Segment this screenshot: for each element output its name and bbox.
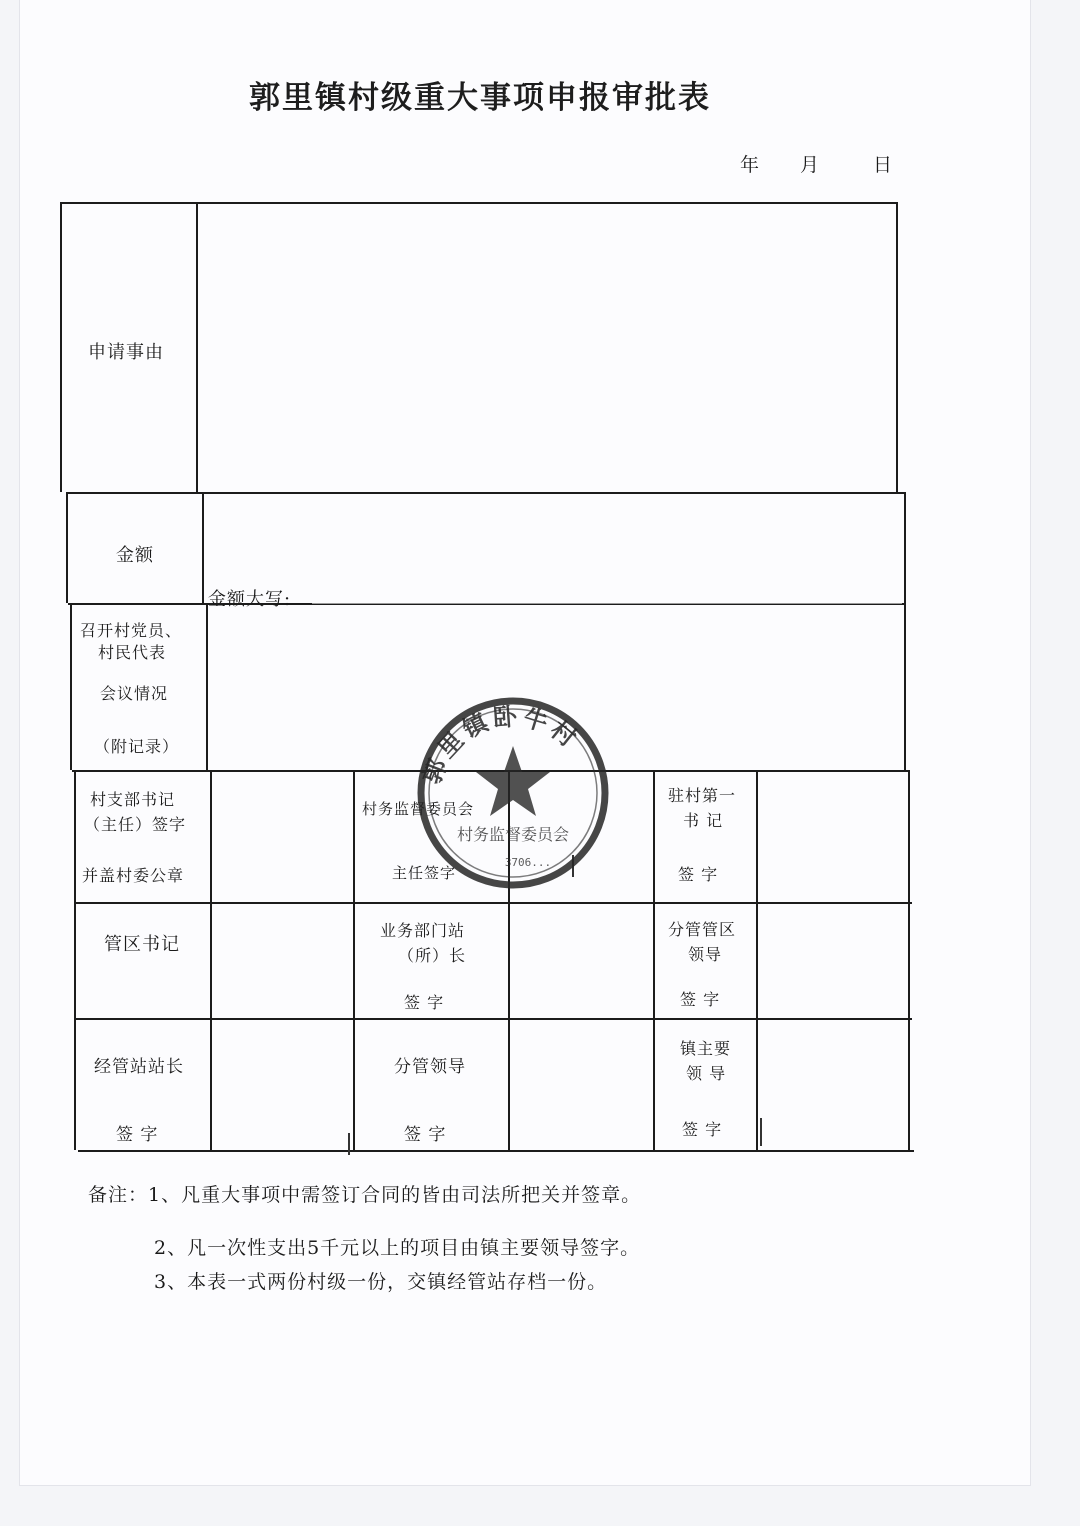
district-leader-3: 签 字 (680, 990, 721, 1009)
form-title: 郭里镇村级重大事项申报审批表 (249, 80, 711, 116)
reason-label: 申请事由 (88, 342, 164, 363)
meeting-label-4: （附记录） (94, 737, 180, 756)
town-leader-2: 领 导 (686, 1064, 727, 1083)
date-year: 年 (740, 154, 760, 176)
charge-leader-1: 分管领导 (394, 1057, 466, 1077)
note-1: 备注：1、凡重大事项中需签订合同的皆由司法所把关并签章。 (88, 1184, 642, 1206)
svg-text:村务监督委员会: 村务监督委员会 (456, 825, 570, 844)
town-leader-3: 签 字 (682, 1120, 723, 1139)
meeting-label-2: 村民代表 (98, 643, 167, 662)
supervision-1: 村务监督委员会 (362, 800, 475, 818)
town-leader-1: 镇主要 (680, 1039, 732, 1058)
station-chief-2: 签 字 (116, 1125, 159, 1145)
party-secretary-3: 并盖村委公章 (82, 866, 185, 885)
date-day: 日 (873, 154, 893, 176)
supervision-2: 主任签字 (392, 864, 457, 882)
amount-caps-label: 金额大写: (208, 589, 292, 610)
first-secretary-1: 驻村第一 (668, 786, 737, 805)
district-leader-1: 分管管区 (668, 920, 737, 939)
dept-head-3: 签 字 (404, 993, 445, 1012)
meeting-label-3: 会议情况 (100, 684, 169, 703)
first-secretary-3: 签 字 (678, 865, 719, 884)
district-secretary-label: 管区书记 (104, 934, 180, 955)
amount-label: 金额 (116, 545, 154, 566)
party-secretary-2: （主任）签字 (84, 815, 187, 834)
charge-leader-2: 签 字 (404, 1125, 447, 1145)
district-leader-2: 领导 (688, 945, 723, 964)
party-secretary-1: 村支部书记 (90, 790, 176, 809)
official-seal-icon (408, 688, 618, 898)
svg-text:郭里镇卧牛村: 郭里镇卧牛村 (416, 701, 586, 788)
svg-text:3706...: 3706... (504, 856, 552, 869)
note-3: 3、本表一式两份村级一份，交镇经管站存档一份。 (154, 1271, 608, 1293)
dept-head-2: （所）长 (398, 946, 467, 965)
note-2: 2、凡一次性支出5千元以上的项目由镇主要领导签字。 (154, 1237, 641, 1259)
first-secretary-2: 书 记 (683, 811, 724, 830)
date-month: 月 (800, 154, 820, 176)
dept-head-1: 业务部门站 (380, 921, 466, 940)
station-chief-1: 经管站站长 (94, 1057, 184, 1077)
meeting-label-1: 召开村党员、 (80, 621, 183, 640)
